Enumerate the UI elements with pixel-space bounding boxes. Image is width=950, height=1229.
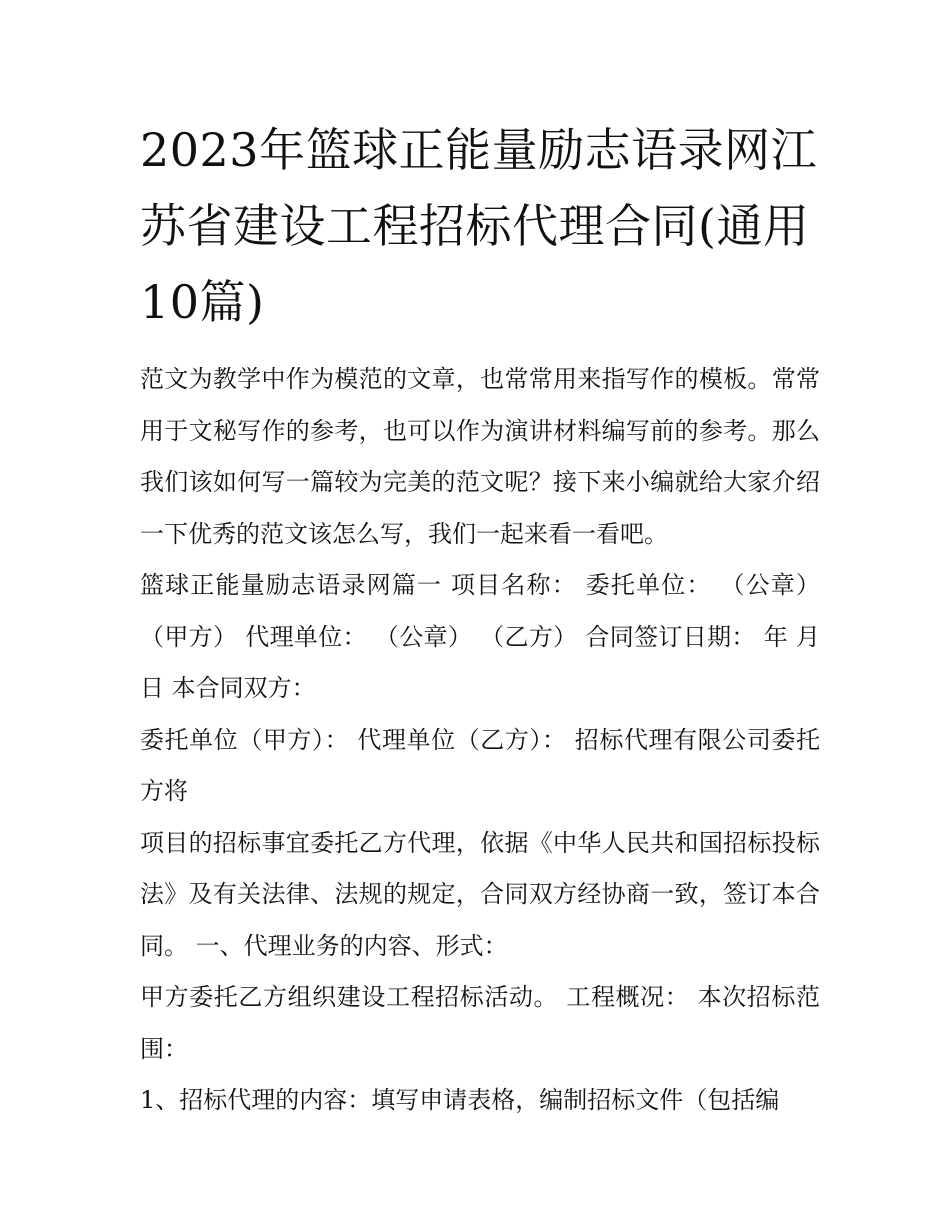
paragraph-parties: 委托单位（甲方）： 代理单位（乙方）： 招标代理有限公司委托方将 [140, 725, 820, 805]
document-title: 2023年篮球正能量励志语录网江苏省建设工程招标代理合同(通用10篇) [140, 123, 818, 329]
paragraph-intro: 范文为教学中作为模范的文章，也常常用来指写作的模板。常常用于文秘写作的参考，也可以作为演讲材料编写前的参考。那么我们该如何写一篇较为完美的范文呢？接下来小编就给大家介绍一下优秀的范文该怎么写，我们一起来看一看吧。 [140, 365, 820, 548]
document-page [140, 112, 820, 1127]
paragraph-item-1: 1、招标代理的内容：填写申请表格，编制招标文件（包括编 [140, 1086, 780, 1114]
paragraph-legal-basis: 项目的招标事宜委托乙方代理，依据《中华人民共和国招标投标法》及有关法律、法规的规定，合同双方经协商一致，签订本合同。 一、代理业务的内容、形式： [140, 828, 820, 960]
paragraph-contract-header: 篮球正能量励志语录网篇一 项目名称： 委托单位： （公章）（甲方） 代理单位： （公章） （乙方） 合同签订日期： 年 月 日 本合同双方： [140, 571, 820, 702]
paragraph-scope: 甲方委托乙方组织建设工程招标活动。 工程概况： 本次招标范围： [140, 983, 820, 1063]
